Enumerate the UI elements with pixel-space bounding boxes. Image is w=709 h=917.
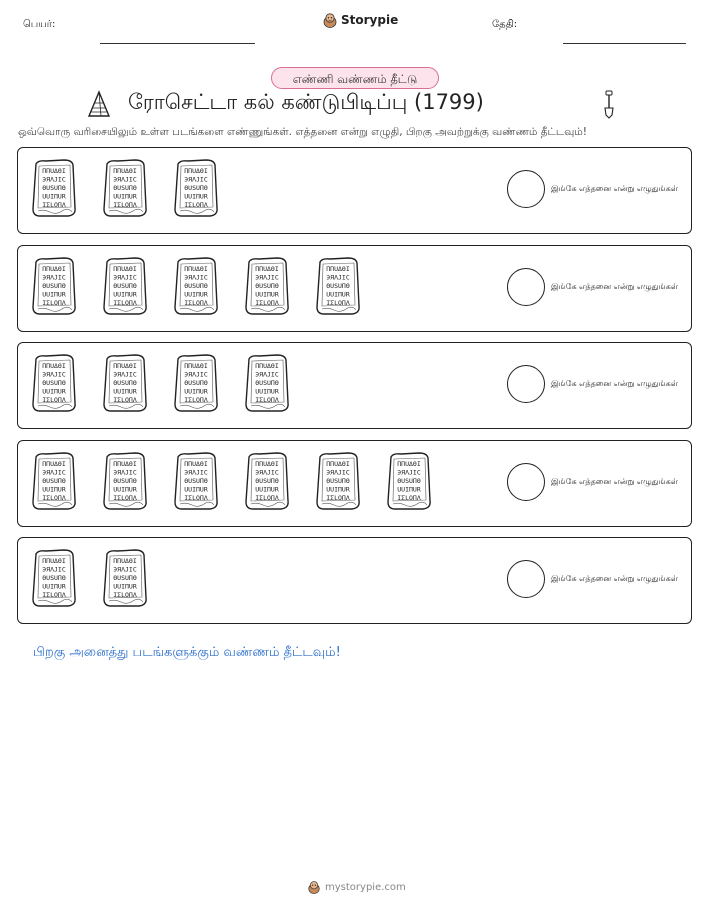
stone-inscription-line: UUIΠUR xyxy=(42,485,66,494)
stone-inscription-line: ΘUSUΠΘ xyxy=(184,477,208,485)
stone-inscription-line: ΠΠUΔΘΙ xyxy=(184,265,208,273)
stone-inscription-line: ΙΣLΟΠΛ xyxy=(255,396,279,404)
stone-inscription-line: UUIΠUR xyxy=(184,290,208,299)
stone-inscription-line: ЭЯΛJIC xyxy=(42,565,66,574)
mascot-icon xyxy=(307,880,321,894)
counting-row xyxy=(17,147,692,234)
stone-inscription-line: ΘUSUΠΘ xyxy=(42,574,66,582)
stone-inscription-line: ΘUSUΠΘ xyxy=(184,379,208,387)
stone-inscription-line: ΙΣLΟΠΛ xyxy=(113,494,137,502)
shovel-icon xyxy=(602,90,616,120)
rosetta-stone-icon[interactable] xyxy=(172,158,220,222)
stone-inscription-line: UUIΠUR xyxy=(42,290,66,299)
date-label: தேதி: xyxy=(492,19,518,30)
stone-inscription-line: UUIΠUR xyxy=(255,290,279,299)
stone-inscription-line: ΘUSUΠΘ xyxy=(113,184,137,192)
stone-inscription-line: ЭЯΛJIC xyxy=(113,273,137,282)
rosetta-stone-icon[interactable] xyxy=(172,256,220,320)
stone-inscription-line: ЭЯΛJIC xyxy=(113,370,137,379)
rosetta-stone-icon[interactable] xyxy=(243,256,291,320)
rosetta-stone-icon[interactable] xyxy=(30,256,78,320)
stone-inscription-line: ЭЯΛJIC xyxy=(42,273,66,282)
stone-inscription-line: ЭЯΛJIC xyxy=(326,273,350,282)
stone-inscription-line: UUIΠUR xyxy=(184,192,208,201)
stone-inscription-line: ЭЯΛJIC xyxy=(326,468,350,477)
rosetta-stone-icon[interactable] xyxy=(243,451,291,515)
stone-inscription-line: ЭЯΛJIC xyxy=(184,468,208,477)
stone-inscription-line: ΠΠUΔΘΙ xyxy=(184,362,208,370)
stone-inscription-line: ЭЯΛJIC xyxy=(42,370,66,379)
stone-inscription-line: ΘUSUΠΘ xyxy=(42,184,66,192)
stone-inscription-line: ΙΣLΟΠΛ xyxy=(42,201,66,209)
rosetta-stone-icon[interactable] xyxy=(101,158,149,222)
stone-inscription-line: ΘUSUΠΘ xyxy=(184,184,208,192)
stone-inscription-line: ΘUSUΠΘ xyxy=(113,379,137,387)
activity-tag: எண்ணி வண்ணம் தீட்டு xyxy=(271,67,439,89)
stone-inscription-line: ΘUSUΠΘ xyxy=(255,282,279,290)
counting-row xyxy=(17,537,692,624)
stone-inscription-line: ΠΠUΔΘΙ xyxy=(184,460,208,468)
stone-inscription-line: ΠΠUΔΘΙ xyxy=(113,557,137,565)
stone-inscription-line: ΘUSUΠΘ xyxy=(42,282,66,290)
answer-label: இங்கே எத்தனை என்று எழுதுங்கள் xyxy=(551,282,678,291)
stone-inscription-line: ΠΠUΔΘΙ xyxy=(113,460,137,468)
stone-inscription-line: ΠΠUΔΘΙ xyxy=(113,362,137,370)
stone-inscription-line: ΠΠUΔΘΙ xyxy=(255,265,279,273)
answer-circle[interactable] xyxy=(507,560,545,598)
stone-inscription-line: ΘUSUΠΘ xyxy=(42,379,66,387)
stone-inscription-line: UUIΠUR xyxy=(184,485,208,494)
stone-inscription-line: ЭЯΛJIC xyxy=(184,175,208,184)
stone-inscription-line: UUIΠUR xyxy=(42,582,66,591)
stone-inscription-line: UUIΠUR xyxy=(113,582,137,591)
answer-label: இங்கே எத்தனை என்று எழுதுங்கள் xyxy=(551,574,678,583)
stone-inscription-line: UUIΠUR xyxy=(255,485,279,494)
bottom-note: பிறகு அனைத்து படங்களுக்கும் வண்ணம் தீட்டவும்! xyxy=(33,645,341,660)
stone-inscription-line: ΙΣLΟΠΛ xyxy=(397,494,421,502)
stone-inscription-line: ΠΠUΔΘΙ xyxy=(42,265,66,273)
worksheet-header xyxy=(0,10,709,40)
footer xyxy=(307,880,406,894)
answer-label: இங்கே எத்தனை என்று எழுதுங்கள் xyxy=(551,379,678,388)
stone-inscription-line: ΙΣLΟΠΛ xyxy=(255,494,279,502)
stone-inscription-line: ΘUSUΠΘ xyxy=(255,477,279,485)
rosetta-stone-icon[interactable] xyxy=(30,548,78,612)
counting-row xyxy=(17,440,692,527)
stone-inscription-line: ΘUSUΠΘ xyxy=(113,574,137,582)
stone-inscription-line: ΙΣLΟΠΛ xyxy=(42,299,66,307)
footer-url: mystorypie.com xyxy=(325,881,406,893)
stone-inscription-line: ЭЯΛJIC xyxy=(184,370,208,379)
stone-inscription-line: ΠΠUΔΘΙ xyxy=(42,557,66,565)
stone-inscription-line: ΘUSUΠΘ xyxy=(397,477,421,485)
pyramid-icon xyxy=(87,90,111,118)
stone-inscription-line: UUIΠUR xyxy=(326,290,350,299)
stone-inscription-line: ΙΣLΟΠΛ xyxy=(42,494,66,502)
rosetta-stone-icon[interactable] xyxy=(243,353,291,417)
stone-inscription-line: ΙΣLΟΠΛ xyxy=(113,396,137,404)
stone-inscription-line: ΙΣLΟΠΛ xyxy=(184,396,208,404)
rosetta-stone-icon[interactable] xyxy=(30,451,78,515)
stone-inscription-line: ΠΠUΔΘΙ xyxy=(42,362,66,370)
answer-circle[interactable] xyxy=(507,463,545,501)
stone-inscription-line: UUIΠUR xyxy=(42,387,66,396)
stone-inscription-line: ΙΣLΟΠΛ xyxy=(113,591,137,599)
stone-inscription-line: ΠΠUΔΘΙ xyxy=(113,265,137,273)
stone-inscription-line: ΠΠUΔΘΙ xyxy=(42,460,66,468)
brand-name: Storypie xyxy=(341,13,399,27)
stone-inscription-line: ΘUSUΠΘ xyxy=(113,282,137,290)
stone-inscription-line: ΠΠUΔΘΙ xyxy=(113,167,137,175)
stone-inscription-line: ΙΣLΟΠΛ xyxy=(184,299,208,307)
stone-inscription-line: ΘUSUΠΘ xyxy=(184,282,208,290)
title-row xyxy=(0,90,709,120)
storypie-logo xyxy=(323,12,398,28)
stone-inscription-line: ЭЯΛJIC xyxy=(255,370,279,379)
stone-inscription-line: ΙΣLΟΠΛ xyxy=(42,396,66,404)
stone-inscription-line: ЭЯΛJIC xyxy=(42,175,66,184)
stone-inscription-line: ΘUSUΠΘ xyxy=(42,477,66,485)
stone-inscription-line: UUIΠUR xyxy=(113,485,137,494)
stone-inscription-line: ЭЯΛJIC xyxy=(42,468,66,477)
stone-inscription-line: ΘUSUΠΘ xyxy=(255,379,279,387)
stone-inscription-line: ЭЯΛJIC xyxy=(113,175,137,184)
stone-inscription-line: UUIΠUR xyxy=(113,290,137,299)
rosetta-stone-icon[interactable] xyxy=(30,353,78,417)
answer-label: இங்கே எத்தனை என்று எழுதுங்கள் xyxy=(551,477,678,486)
stone-inscription-line: ЭЯΛJIC xyxy=(255,468,279,477)
rosetta-stone-icon[interactable] xyxy=(172,451,220,515)
stone-inscription-line: ΠΠUΔΘΙ xyxy=(255,460,279,468)
answer-circle[interactable] xyxy=(507,170,545,208)
stone-inscription-line: ЭЯΛJIC xyxy=(113,468,137,477)
stone-inscription-line: ЭЯΛJIC xyxy=(255,273,279,282)
rosetta-stone-icon[interactable] xyxy=(101,451,149,515)
stone-inscription-line: ΘUSUΠΘ xyxy=(326,282,350,290)
stone-inscription-line: ΘUSUΠΘ xyxy=(326,477,350,485)
answer-label: இங்கே எத்தனை என்று எழுதுங்கள் xyxy=(551,184,678,193)
rosetta-stone-icon[interactable] xyxy=(314,451,362,515)
stone-inscription-line: ΙΣLΟΠΛ xyxy=(113,201,137,209)
stone-inscription-line: ΠΠUΔΘΙ xyxy=(184,167,208,175)
stone-inscription-line: UUIΠUR xyxy=(397,485,421,494)
name-label: பெயர்: xyxy=(23,19,56,30)
stone-inscription-line: UUIΠUR xyxy=(42,192,66,201)
stone-inscription-line: ΠΠUΔΘΙ xyxy=(397,460,421,468)
stone-inscription-line: ΠΠUΔΘΙ xyxy=(255,362,279,370)
stone-inscription-line: ΠΠUΔΘΙ xyxy=(326,460,350,468)
stone-inscription-line: ЭЯΛJIC xyxy=(113,565,137,574)
rosetta-stone-icon[interactable] xyxy=(385,451,433,515)
stone-inscription-line: UUIΠUR xyxy=(326,485,350,494)
rosetta-stone-icon[interactable] xyxy=(30,158,78,222)
stone-inscription-line: ΙΣLΟΠΛ xyxy=(184,494,208,502)
answer-circle[interactable] xyxy=(507,268,545,306)
stone-inscription-line: ΙΣLΟΠΛ xyxy=(326,494,350,502)
rosetta-stone-icon[interactable] xyxy=(101,256,149,320)
stone-inscription-line: ΘUSUΠΘ xyxy=(113,477,137,485)
counting-row xyxy=(17,245,692,332)
stone-inscription-line: UUIΠUR xyxy=(255,387,279,396)
stone-inscription-line: ΙΣLΟΠΛ xyxy=(42,591,66,599)
stone-inscription-line: UUIΠUR xyxy=(113,192,137,201)
name-line[interactable] xyxy=(100,43,255,44)
mascot-icon xyxy=(323,12,337,28)
answer-circle[interactable] xyxy=(507,365,545,403)
rosetta-stone-icon[interactable] xyxy=(314,256,362,320)
stone-inscription-line: ΙΣLΟΠΛ xyxy=(255,299,279,307)
instructions: ஒவ்வொரு வரிசையிலும் உள்ள படங்களை எண்ணுங்கள். எத்தனை என்று எழுதி, பிறகு அவற்றுக்கு வண்ணம் தீட்டவும்! xyxy=(18,126,587,138)
stone-inscription-line: ЭЯΛJIC xyxy=(184,273,208,282)
stone-inscription-line: ΙΣLΟΠΛ xyxy=(184,201,208,209)
rosetta-stone-icon[interactable] xyxy=(101,353,149,417)
page-title: ரோசெட்டா கல் கண்டுபிடிப்பு (1799) xyxy=(128,90,484,114)
stone-inscription-line: ΠΠUΔΘΙ xyxy=(42,167,66,175)
stone-inscription-line: ΙΣLΟΠΛ xyxy=(113,299,137,307)
rosetta-stone-icon[interactable] xyxy=(101,548,149,612)
rosetta-stone-icon[interactable] xyxy=(172,353,220,417)
counting-row xyxy=(17,342,692,429)
stone-inscription-line: ЭЯΛJIC xyxy=(397,468,421,477)
stone-inscription-line: ΠΠUΔΘΙ xyxy=(326,265,350,273)
stone-inscription-line: UUIΠUR xyxy=(113,387,137,396)
stone-inscription-line: ΙΣLΟΠΛ xyxy=(326,299,350,307)
stone-inscription-line: UUIΠUR xyxy=(184,387,208,396)
date-line[interactable] xyxy=(563,43,686,44)
